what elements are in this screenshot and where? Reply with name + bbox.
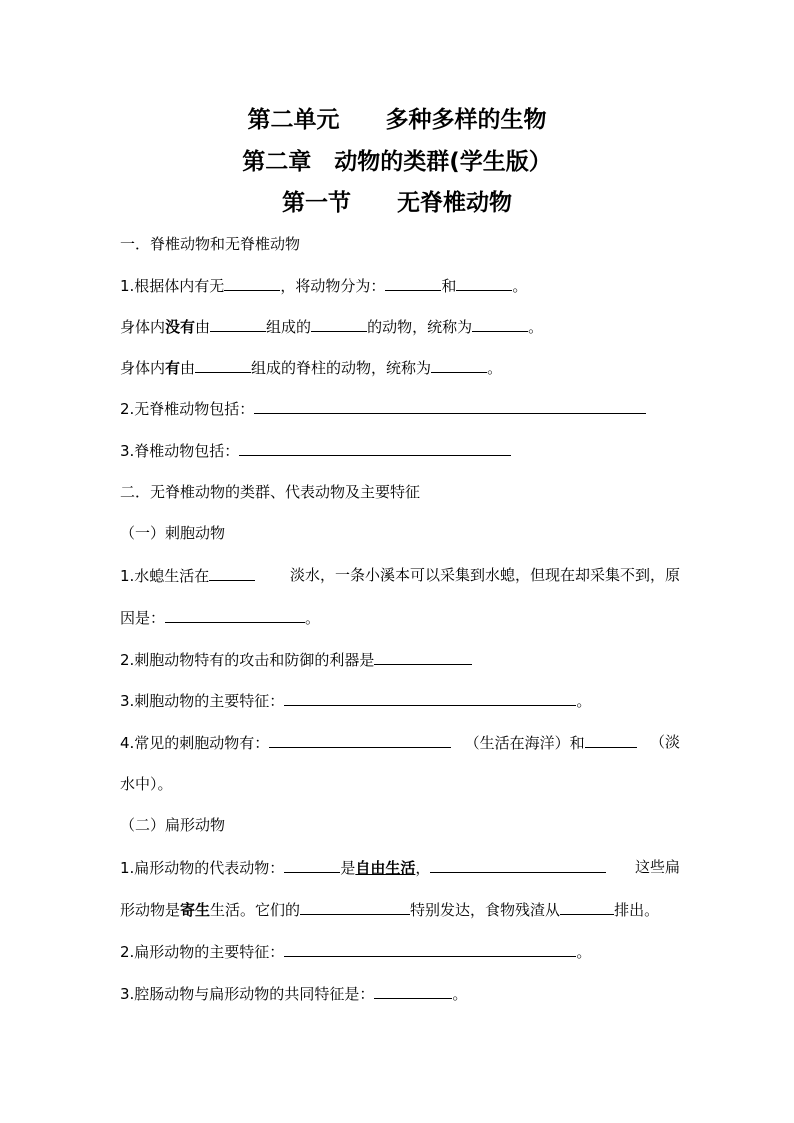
fill-blank[interactable] — [269, 731, 451, 748]
fill-blank[interactable] — [374, 982, 452, 999]
fill-blank[interactable] — [431, 356, 487, 373]
text: 2.扁形动物的主要特征： — [120, 943, 285, 961]
text: 生活。它们的 — [210, 901, 301, 919]
text: 2.无脊椎动物包括： — [120, 400, 255, 418]
fill-blank[interactable] — [165, 606, 305, 623]
text: 1.根据体内有无 — [120, 277, 225, 295]
text: 淡水，一条小溪本可以采集到水螅，但现在却采集不到，原 — [289, 566, 680, 584]
text: 1.扁形动物的代表动物： 是自由生活， — [120, 856, 606, 879]
bold-text: 寄生 — [180, 901, 211, 919]
unit-title: 第二单元 多种多样的生物 — [247, 107, 547, 133]
fill-blank[interactable] — [210, 315, 266, 332]
cnidaria-question-1 — [120, 564, 680, 587]
flatworm-question-1 — [120, 856, 680, 879]
text: 身体内 — [120, 359, 166, 377]
question-1 — [120, 274, 680, 297]
text: （生活在海洋）和 — [465, 731, 637, 754]
fill-blank[interactable] — [560, 898, 614, 915]
fill-blank[interactable] — [284, 940, 576, 957]
text: 。 — [528, 318, 544, 336]
text: 。 — [487, 359, 503, 377]
text: 由 — [195, 318, 211, 336]
text: 排出。 — [614, 901, 660, 919]
text: 组成的 — [266, 318, 312, 336]
fill-blank[interactable] — [239, 439, 511, 456]
bold-text: 有 — [165, 359, 181, 377]
text: 这些扁 — [634, 858, 680, 876]
fill-blank[interactable] — [224, 274, 280, 291]
text: 3.腔肠动物与扁形动物的共同特征是： — [120, 985, 375, 1003]
text: 因是： — [120, 609, 166, 627]
fill-blank[interactable] — [284, 856, 340, 873]
fill-blank[interactable] — [456, 274, 512, 291]
question-2 — [120, 397, 680, 420]
text: 组成的脊柱的动物，统称为 — [251, 359, 432, 377]
cnidaria-question-1-cont — [120, 606, 680, 629]
part1-heading: 一．脊椎动物和无脊椎动物 — [120, 235, 301, 253]
fill-blank[interactable] — [284, 689, 576, 706]
text: （淡 — [649, 733, 680, 751]
text: 。 — [452, 985, 468, 1003]
text: 和 — [441, 277, 457, 295]
text: 。 — [512, 277, 528, 295]
text: ，将动物分为： — [280, 277, 386, 295]
statement-invertebrate — [120, 315, 680, 338]
flatworm-question-3 — [120, 982, 680, 1005]
text: 4.常见的刺胞动物有： — [120, 731, 451, 754]
chapter-title: 第二章 动物的类群(学生版） — [242, 149, 552, 175]
part2-heading: 二．无脊椎动物的类群、代表动物及主要特征 — [120, 483, 421, 501]
fill-blank[interactable] — [209, 564, 255, 581]
text: 3.脊椎动物包括： — [120, 442, 240, 460]
text: 1.水螅生活在 — [120, 564, 255, 587]
cnidaria-question-2 — [120, 648, 680, 671]
flatworm-question-2 — [120, 940, 680, 963]
fill-blank[interactable] — [385, 274, 441, 291]
cnidaria-heading: （一）刺胞动物 — [120, 524, 226, 542]
fill-blank[interactable] — [374, 648, 472, 665]
fill-blank[interactable] — [300, 898, 410, 915]
fill-blank[interactable] — [311, 315, 367, 332]
bold-text: 没有 — [165, 318, 196, 336]
cnidaria-question-3 — [120, 689, 680, 712]
text: 形动物是 — [120, 901, 181, 919]
question-3 — [120, 439, 680, 462]
flatworm-question-1-cont — [120, 898, 680, 921]
text: 。 — [576, 692, 592, 710]
fill-blank[interactable] — [254, 397, 646, 414]
bold-underlined-text: 自由生活 — [355, 859, 416, 877]
text: 特别发达，食物残渣从 — [410, 901, 561, 919]
text: 身体内 — [120, 318, 166, 336]
flatworm-heading: （二）扁形动物 — [120, 816, 226, 834]
text: 。 — [305, 609, 321, 627]
fill-blank[interactable] — [195, 356, 251, 373]
fill-blank[interactable] — [430, 856, 606, 873]
fill-blank[interactable] — [585, 731, 637, 748]
statement-vertebrate — [120, 356, 680, 379]
section-title: 第一节 无脊椎动物 — [282, 190, 512, 216]
cnidaria-question-4-cont: 水中）。 — [120, 775, 173, 793]
cnidaria-question-4 — [120, 731, 680, 754]
text: 。 — [576, 943, 592, 961]
text: 2.刺胞动物特有的攻击和防御的利器是 — [120, 651, 375, 669]
text: 3.刺胞动物的主要特征： — [120, 692, 285, 710]
text: 的动物，统称为 — [367, 318, 473, 336]
text: 由 — [180, 359, 196, 377]
fill-blank[interactable] — [472, 315, 528, 332]
